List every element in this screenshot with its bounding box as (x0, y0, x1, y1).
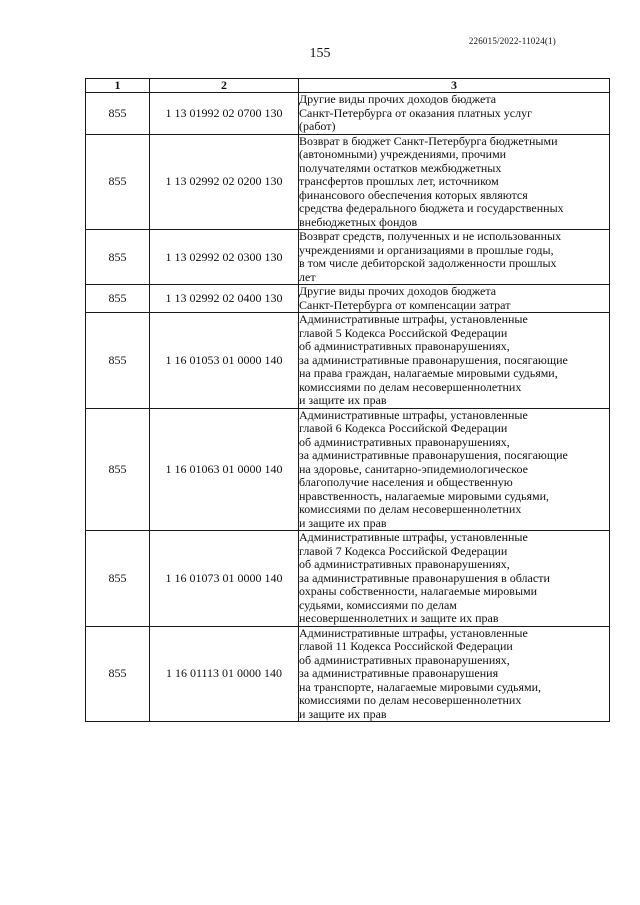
description-line: несовершеннолетних и защите их прав (299, 611, 499, 625)
admin-code-cell: 855 (86, 313, 150, 409)
description-line: за административные правонарушения, посягающие (299, 448, 568, 462)
description-line: комиссиями по делам несовершеннолетних (299, 502, 522, 516)
description-line: на права граждан, налагаемые мировыми судьями, (299, 366, 558, 380)
revenue-code-cell: 1 13 02992 02 0400 130 (150, 285, 299, 313)
admin-code-cell: 855 (86, 230, 150, 285)
revenue-code-cell: 1 16 01073 01 0000 140 (150, 531, 299, 627)
admin-code-cell: 855 (86, 93, 150, 135)
description-line: Санкт-Петербурга от компенсации затрат (299, 297, 511, 312)
revenue-code-cell: 1 16 01063 01 0000 140 (150, 408, 299, 531)
page-number: 155 (309, 46, 331, 61)
description-line: нравственность, налагаемые мировыми судьями, (299, 488, 550, 503)
description-line: Другие виды прочих доходов бюджета (299, 284, 497, 298)
description-line: средства федерального бюджета и государственных (299, 201, 564, 215)
description-cell (299, 93, 610, 135)
description-line: охраны собственности, налагаемые мировыми (299, 584, 538, 598)
description-line: Санкт-Петербурга от оказания платных услуг (299, 105, 533, 120)
description-line: Административные штрафы, установленные (299, 625, 528, 640)
description-cell (299, 285, 610, 313)
document-id: 226015/2022-11024(1) (468, 36, 556, 46)
description-cell (299, 626, 610, 722)
description-line: внебюджетных фондов (299, 214, 418, 229)
revenue-code-cell: 1 13 02992 02 0300 130 (150, 230, 299, 285)
admin-code-cell: 855 (86, 531, 150, 627)
description-line: трансфертов прошлых лет, источником (299, 174, 499, 188)
revenue-code-cell: 1 13 01992 02 0700 130 (150, 93, 299, 135)
description-line: и защите их прав (299, 515, 387, 530)
description-line: главой 5 Кодекса Российской Федерации (299, 325, 508, 340)
table-header-row (86, 79, 610, 93)
description-line: Административные штрафы, установленные (299, 312, 528, 326)
table-row (86, 531, 610, 627)
description-line: комиссиями по делам несовершеннолетних (299, 693, 522, 707)
table-row (86, 93, 610, 135)
admin-code-cell: 855 (86, 285, 150, 313)
column-header-3: 3 (299, 79, 610, 93)
table-row (86, 626, 610, 722)
description-line: судьями, комиссиями по делам (299, 597, 457, 612)
admin-code-cell: 855 (86, 134, 150, 230)
description-line: учреждениями и организациями в прошлые годы, (299, 242, 554, 257)
description-line: Другие виды прочих доходов бюджета (299, 92, 497, 106)
description-line: об административных правонарушениях, (299, 557, 510, 571)
revenue-code-cell: 1 13 02992 02 0200 130 (150, 134, 299, 230)
admin-code-cell: 855 (86, 408, 150, 531)
description-line: на здоровье, санитарно-эпидемиологическое (299, 461, 528, 476)
description-line: и защите их прав (299, 706, 387, 721)
description-line: Возврат средств, полученных и не использованных (299, 229, 562, 243)
description-line: главой 6 Кодекса Российской Федерации (299, 421, 508, 435)
description-cell (299, 134, 610, 230)
description-line: об административных правонарушениях, (299, 652, 510, 667)
description-line: главой 11 Кодекса Российской Федерации (299, 639, 513, 653)
description-line: финансового обеспечения которых являются (299, 187, 528, 202)
description-cell (299, 313, 610, 409)
revenue-code-cell: 1 16 01113 01 0000 140 (150, 626, 299, 722)
description-line: Административные штрафы, установленные (299, 407, 528, 422)
description-line: благополучие населения и общественную (299, 475, 513, 489)
table-row (86, 134, 610, 230)
description-line: комиссиями по делам несовершеннолетних (299, 379, 522, 394)
admin-code-cell: 855 (86, 626, 150, 722)
description-cell (299, 531, 610, 627)
description-line: на транспорте, налагаемые мировыми судьями, (299, 679, 542, 694)
description-line: об административных правонарушениях, (299, 434, 510, 449)
table-body (86, 93, 610, 722)
column-header-1: 1 (86, 79, 150, 93)
description-line: (автономными) учреждениями, прочими (299, 147, 507, 161)
description-line: в том числе дебиторской задолженности прошлых (299, 256, 557, 270)
description-line: за административные правонарушения, посягающие (299, 352, 568, 367)
description-line: об административных правонарушениях, (299, 339, 510, 353)
description-line: и защите их прав (299, 393, 387, 407)
description-line: Административные штрафы, установленные (299, 530, 528, 544)
table-row (86, 408, 610, 531)
description-line: получателями остатков межбюджетных (299, 160, 502, 175)
description-line: лет (299, 269, 316, 284)
description-cell (299, 408, 610, 531)
table-row (86, 285, 610, 313)
revenue-code-cell: 1 16 01053 01 0000 140 (150, 313, 299, 409)
table-row (86, 313, 610, 409)
column-header-2: 2 (150, 79, 299, 93)
description-cell (299, 230, 610, 285)
description-line: за административные правонарушения в области (299, 570, 550, 585)
revenue-codes-table (85, 78, 610, 722)
table-row (86, 230, 610, 285)
description-line: (работ) (299, 119, 336, 133)
description-line: за административные правонарушения (299, 666, 499, 680)
description-line: главой 7 Кодекса Российской Федерации (299, 543, 508, 558)
description-line: Возврат в бюджет Санкт-Петербурга бюджетными (299, 133, 558, 148)
